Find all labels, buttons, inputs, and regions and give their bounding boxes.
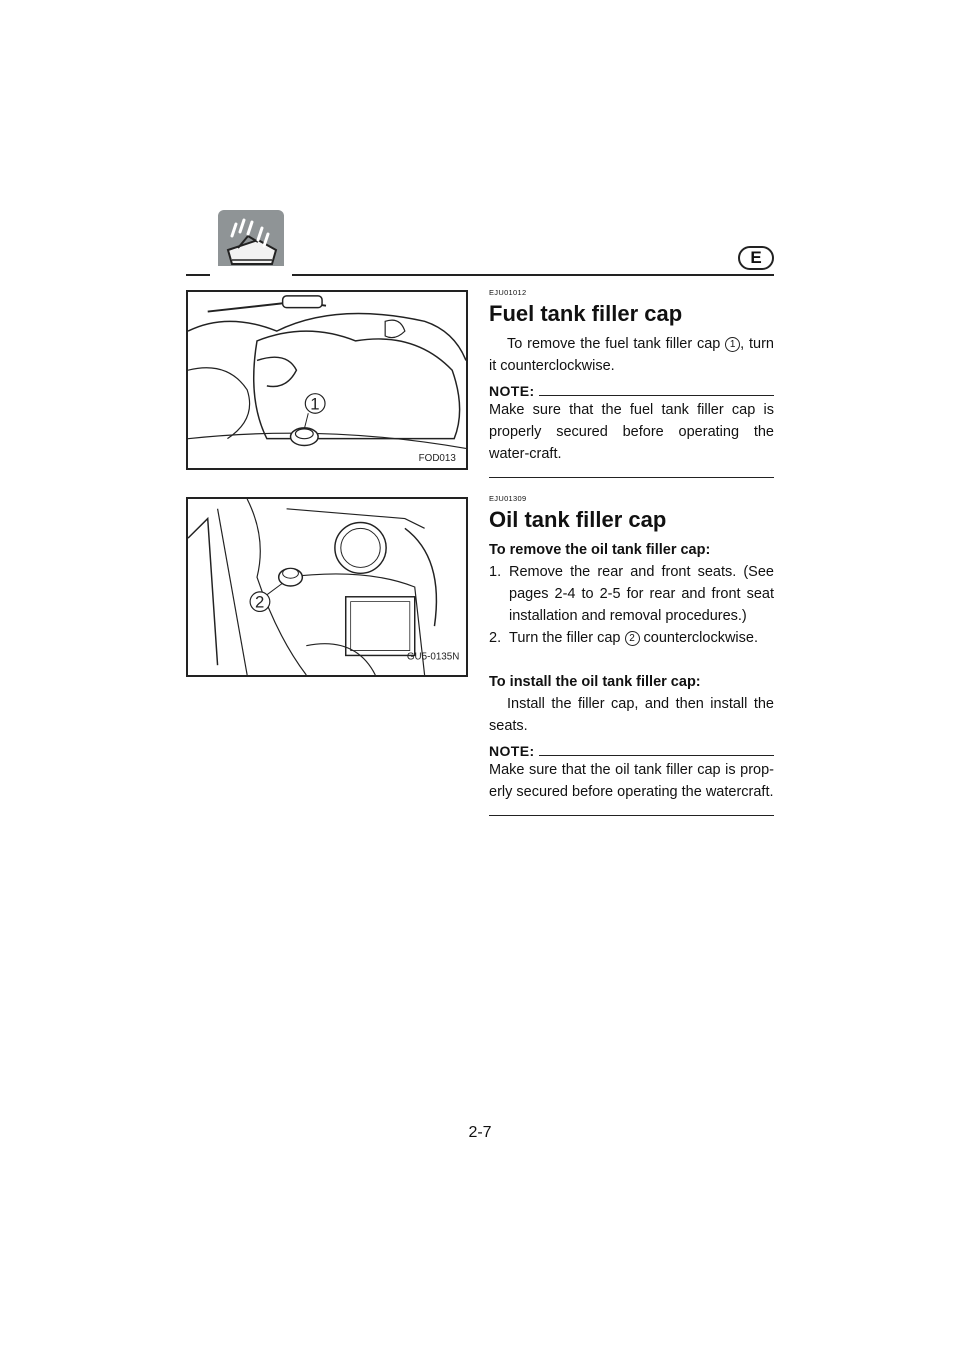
install-instruction: Install the filler cap, and then install the seats. — [489, 696, 774, 734]
note-end-rule — [489, 477, 774, 478]
note-text: Make sure that the oil tank filler cap is prop-erly secured before operating the watercraft. — [489, 762, 774, 800]
note-rule — [539, 395, 774, 396]
fuel-cap-instruction: To remove the fuel tank filler cap 1 , turn it counterclockwise. — [489, 336, 774, 374]
figure-callout-2: 2 — [255, 592, 265, 612]
section-title: Fuel tank filler cap — [489, 301, 683, 326]
figure-code: GU5-0135N — [406, 651, 460, 663]
language-badge: E — [738, 246, 774, 270]
note-label: NOTE: — [489, 743, 535, 759]
note-header — [489, 743, 774, 759]
figure-callout-1: 1 — [310, 394, 320, 414]
note-rule — [539, 755, 774, 756]
note-header — [489, 383, 774, 399]
section-oil-tank-filler-cap — [489, 494, 774, 816]
page-number: 2-7 — [468, 1124, 492, 1141]
section-fuel-tank-filler-cap — [489, 288, 774, 478]
step-item: 2. Turn the filler cap 2 counterclockwise. — [489, 630, 758, 646]
section-code: EJU01012 — [489, 288, 527, 297]
note-text: Make sure that the fuel tank filler cap is properly secured before operating the water-craft. — [489, 402, 774, 462]
callout-2-marker: 2 — [625, 631, 640, 646]
header-icon-base — [210, 266, 292, 280]
section-title: Oil tank filler cap — [489, 507, 667, 532]
figure-fuel-tank-cap — [186, 290, 468, 470]
callout-1-marker: 1 — [725, 337, 740, 352]
note-end-rule — [489, 815, 774, 816]
install-heading: To install the oil tank filler cap: — [489, 674, 701, 690]
figure-code: FOD013 — [418, 453, 456, 465]
figure-oil-tank-cap — [186, 497, 468, 677]
section-code: EJU01309 — [489, 494, 527, 503]
step-item: 1. Remove the rear and front seats. (See pages 2-4 to 2-5 for rear and front seat installation and removal procedures.) — [489, 564, 774, 624]
note-label: NOTE: — [489, 383, 535, 399]
remove-heading: To remove the oil tank filler cap: — [489, 542, 711, 558]
